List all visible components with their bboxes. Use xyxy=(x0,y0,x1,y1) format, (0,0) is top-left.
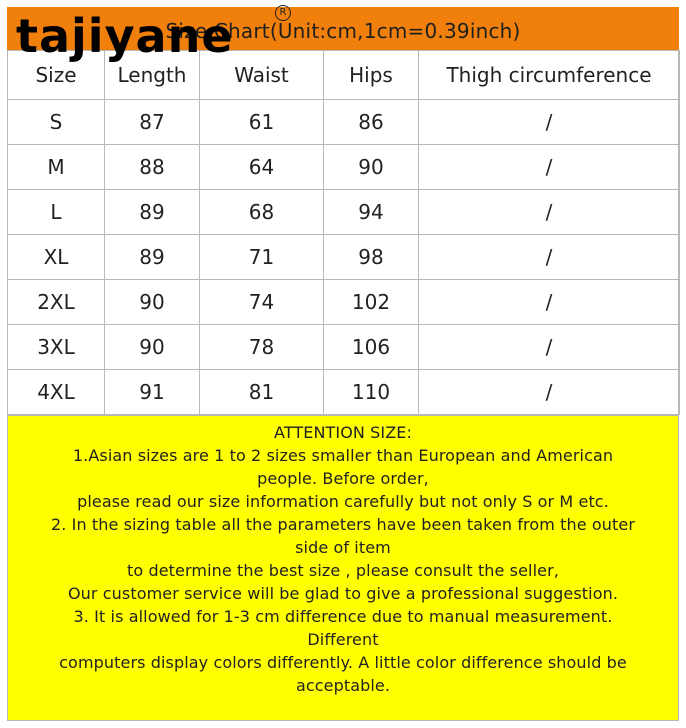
cell-length: 89 xyxy=(105,235,200,280)
cell-hips: 102 xyxy=(324,280,419,325)
table-row xyxy=(8,235,680,280)
size-table xyxy=(7,50,680,415)
notes-line: 2. In the sizing table all the parameters have been taken from the outer xyxy=(50,515,636,534)
cell-hips: 86 xyxy=(324,100,419,145)
cell-hips: 110 xyxy=(324,370,419,415)
cell-length: 90 xyxy=(105,280,200,325)
cell-hips: 94 xyxy=(324,190,419,235)
notes-line: people. Before order, xyxy=(257,469,429,488)
column-header-size: Size xyxy=(8,51,105,100)
cell-thigh: / xyxy=(419,370,680,415)
table-row xyxy=(8,280,680,325)
notes-heading: ATTENTION SIZE: xyxy=(273,423,413,442)
cell-thigh: / xyxy=(419,190,680,235)
column-header-waist: Waist xyxy=(200,51,324,100)
notes-line: Different xyxy=(307,630,379,649)
brand-logo: tajiyane xyxy=(16,9,234,63)
notes-line: 1.Asian sizes are 1 to 2 sizes smaller than European and American xyxy=(72,446,614,465)
cell-size: M xyxy=(8,145,105,190)
cell-size: S xyxy=(8,100,105,145)
notes-line: to determine the best size , please consult the seller, xyxy=(127,561,559,580)
cell-length: 90 xyxy=(105,325,200,370)
cell-thigh: / xyxy=(419,235,680,280)
cell-thigh: / xyxy=(419,280,680,325)
cell-thigh: / xyxy=(419,100,680,145)
column-header-length: Length xyxy=(105,51,200,100)
cell-size: L xyxy=(8,190,105,235)
table-row xyxy=(8,145,680,190)
column-header-thigh: Thigh circumference xyxy=(419,51,680,100)
cell-size: 3XL xyxy=(8,325,105,370)
cell-hips: 106 xyxy=(324,325,419,370)
cell-thigh: / xyxy=(419,325,680,370)
cell-waist: 68 xyxy=(200,190,324,235)
cell-hips: 98 xyxy=(324,235,419,280)
cell-waist: 64 xyxy=(200,145,324,190)
cell-hips: 90 xyxy=(324,145,419,190)
cell-size: 2XL xyxy=(8,280,105,325)
cell-length: 87 xyxy=(105,100,200,145)
cell-length: 91 xyxy=(105,370,200,415)
attention-notes xyxy=(7,415,679,721)
cell-size: XL xyxy=(8,235,105,280)
table-row xyxy=(8,190,680,235)
registered-mark-icon: R xyxy=(275,5,291,21)
cell-waist: 71 xyxy=(200,235,324,280)
cell-waist: 74 xyxy=(200,280,324,325)
table-row xyxy=(8,325,680,370)
cell-length: 88 xyxy=(105,145,200,190)
notes-line: Our customer service will be glad to give a professional suggestion. xyxy=(67,584,619,603)
table-row xyxy=(8,370,680,415)
cell-waist: 81 xyxy=(200,370,324,415)
column-header-hips: Hips xyxy=(324,51,419,100)
notes-line: 3. It is allowed for 1-3 cm difference due to manual measurement. xyxy=(73,607,613,626)
size-chart-title: Size Chart(Unit:cm,1cm=0.39inch) xyxy=(165,19,521,43)
cell-thigh: / xyxy=(419,145,680,190)
notes-line: acceptable. xyxy=(295,676,391,695)
notes-line: computers display colors differently. A little color difference should be xyxy=(59,653,627,672)
cell-length: 89 xyxy=(105,190,200,235)
cell-waist: 78 xyxy=(200,325,324,370)
table-row xyxy=(8,100,680,145)
cell-size: 4XL xyxy=(8,370,105,415)
notes-line: side of item xyxy=(295,538,391,557)
cell-waist: 61 xyxy=(200,100,324,145)
notes-line: please read our size information carefully but not only S or M etc. xyxy=(77,492,609,511)
